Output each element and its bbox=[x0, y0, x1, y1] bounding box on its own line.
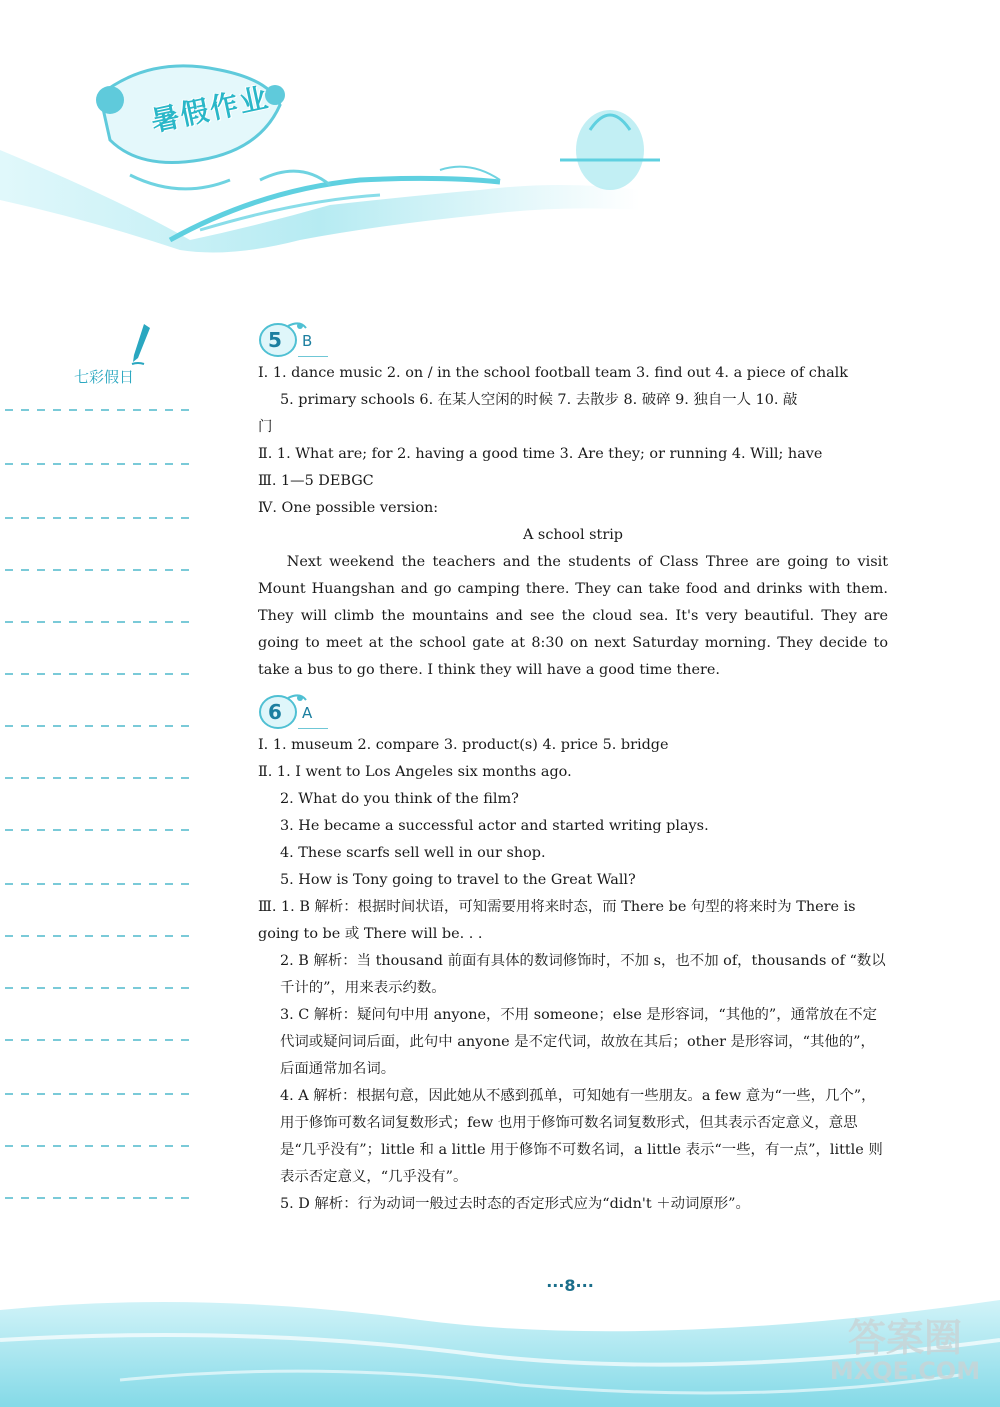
answer-line: 3. He became a successful actor and started writing plays. bbox=[280, 818, 709, 834]
section-letter: A bbox=[302, 704, 313, 722]
explanation: 2. B 解析：当 thousand 前面有具体的数词修饰时，不加 s，也不加 of，thousands of “数以千计的”，用来表示约数。 bbox=[280, 953, 886, 996]
section-letter: B bbox=[302, 332, 313, 350]
answer-line: Ⅰ. 1. dance music 2. on / in the school football team 3. find out 4. a piece of chalk bbox=[258, 365, 849, 381]
answer-line: Ⅲ. 1—5 DEBGC bbox=[258, 473, 374, 489]
essay-body: Next weekend the teachers and the students of Class Three are going to visit Mount Huangshan and go camping there. They can take food and drinks with them. They will climb the mountains and see the cloud sea. It's very beautiful. They are going to meet at the school gate at 8:30 on next Saturday morning. They decide to take a bus to go there. I think they will have a good time there. bbox=[258, 554, 888, 678]
answer-line: 5. How is Tony going to travel to the Great Wall? bbox=[280, 872, 636, 888]
pen-icon bbox=[128, 322, 152, 366]
note-lines bbox=[0, 400, 200, 1220]
watermark-logo-text: 答案圈 bbox=[847, 1316, 962, 1360]
essay-title: A school strip bbox=[522, 527, 624, 543]
section-underline bbox=[298, 356, 328, 357]
explanation: Ⅲ. 1. B 解析：根据时间状语，可知需要用将来时态，而 There be 句型的将来时为 There is going to be 或 There will be. . . bbox=[258, 899, 856, 942]
section-underline bbox=[298, 728, 328, 729]
answer-line: 2. What do you think of the film? bbox=[280, 791, 519, 807]
answer-line: 5. primary schools 6. 在某人空闲的时候 7. 去散步 8. 破碎 9. 独自一人 10. 敲 bbox=[280, 392, 798, 408]
section-number: 6 bbox=[268, 700, 282, 724]
answer-line: Ⅰ. 1. museum 2. compare 3. product(s) 4. price 5. bridge bbox=[258, 737, 669, 753]
watermark-url: MXQE.COM bbox=[829, 1357, 981, 1385]
section-5-heading bbox=[258, 320, 888, 360]
page-number: ···8··· bbox=[546, 1276, 594, 1295]
explanation: 5. D 解析：行为动词一般过去时态的否定形式应为“didn't ＋动词原形”。 bbox=[280, 1196, 750, 1212]
explanation: 3. C 解析：疑问句中用 anyone，不用 someone；else 是形容词，“其他的”，通常放在不定代词或疑问词后面，此句中 anyone 是不定代词，故放在其后；other 是形容词，“其他的”，后面通常加名词。 bbox=[280, 1007, 877, 1077]
section-number: 5 bbox=[268, 328, 282, 352]
watermark bbox=[820, 1318, 990, 1384]
answer-line: 4. These scarfs sell well in our shop. bbox=[280, 845, 546, 861]
answer-content bbox=[258, 320, 888, 1218]
answer-line: Ⅱ. 1. What are; for 2. having a good time 3. Are they; or running 4. Will; have bbox=[258, 446, 823, 462]
header-title: 暑假作业 bbox=[148, 80, 273, 139]
answer-line: 门 bbox=[258, 419, 273, 435]
sidebar-label: 七彩假日 bbox=[74, 368, 135, 386]
answer-line: Ⅱ. 1. I went to Los Angeles six months ago. bbox=[258, 764, 572, 780]
answer-line: Ⅳ. One possible version: bbox=[258, 500, 439, 516]
section-6-heading bbox=[258, 692, 888, 732]
explanation: 4. A 解析：根据句意，因此她从不感到孤单，可知她有一些朋友。a few 意为“一些，几个”，用于修饰可数名词复数形式；few 也用于修饰可数名词复数形式，但其表示否定意义，意思是“几乎没有”；little 和 a little 用于修饰不可数名词，a little 表示“一些，有一点”，little 则表示否定意义，“几乎没有”。 bbox=[280, 1088, 883, 1185]
